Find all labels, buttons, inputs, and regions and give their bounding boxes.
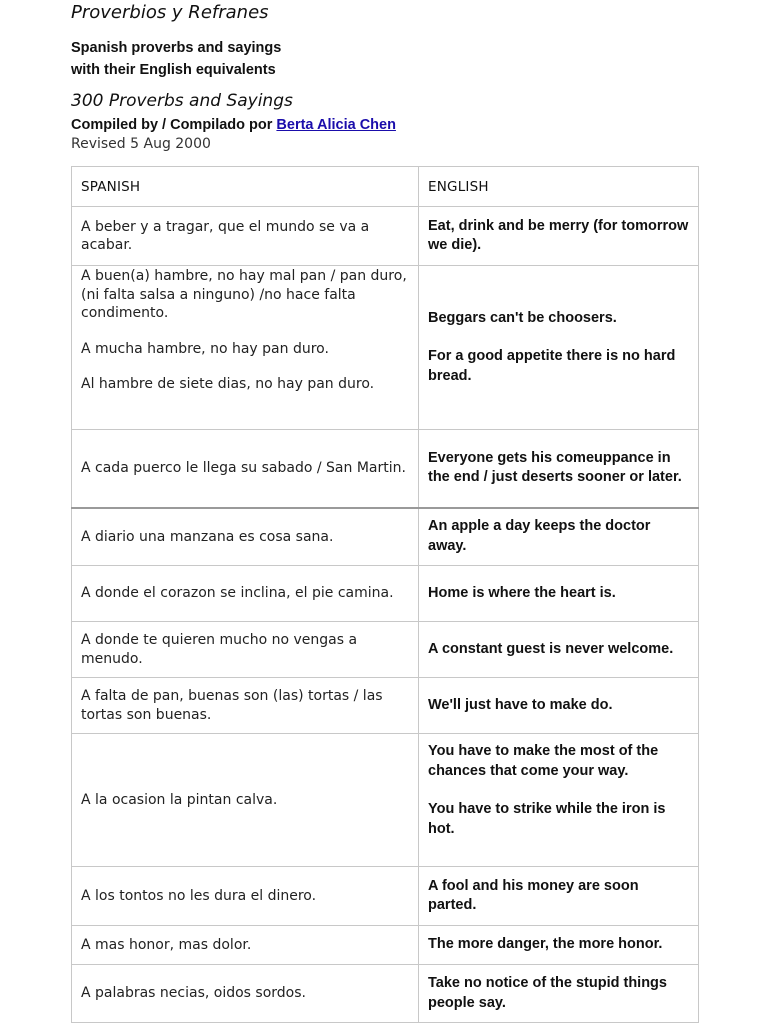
english-text: Everyone gets his comeuppance in the end / just deserts sooner or later.	[428, 449, 682, 486]
spanish-cell	[72, 622, 419, 678]
english-cell	[419, 430, 699, 508]
spanish-text: A diario una manzana es cosa sana.	[81, 528, 334, 545]
spanish-cell	[72, 867, 419, 926]
spanish-cell	[72, 508, 419, 566]
table-header-row	[72, 167, 699, 207]
spanish-cell	[72, 266, 419, 430]
english-text: A fool and his money are soon parted.	[428, 877, 639, 913]
table-row	[72, 678, 699, 734]
proverbs-table	[71, 166, 699, 1023]
spanish-text: A donde te quieren mucho no vengas a menudo.	[81, 632, 358, 667]
english-text: For a good appetite there is no hard bread.	[428, 348, 676, 384]
spanish-text: A mucha hambre, no hay pan duro.	[81, 340, 329, 357]
spanish-text: A la ocasion la pintan calva.	[81, 791, 278, 808]
english-text: An apple a day keeps the doctor away.	[428, 518, 651, 554]
table-row	[72, 566, 699, 622]
table-row	[72, 867, 699, 926]
column-header-spanish: SPANISH	[72, 167, 419, 207]
english-cell	[419, 207, 699, 266]
spanish-text: A los tontos no les dura el dinero.	[81, 887, 317, 904]
spanish-cell	[72, 430, 419, 508]
page-title: Proverbios y Refranes	[71, 2, 269, 23]
spanish-cell	[72, 926, 419, 965]
table-row	[72, 926, 699, 965]
page-subtitle	[71, 37, 281, 81]
english-text: Beggars can't be choosers.	[428, 309, 617, 326]
column-header-english: ENGLISH	[419, 167, 699, 207]
table-row	[72, 965, 699, 1023]
english-text: Take no notice of the stupid things people say.	[428, 975, 667, 1011]
compiled-by-line	[71, 116, 396, 134]
spanish-cell	[72, 965, 419, 1023]
spanish-text: A beber y a tragar, que el mundo se va a acabar.	[81, 218, 370, 253]
spanish-text: A mas honor, mas dolor.	[81, 936, 252, 953]
english-text: A constant guest is never welcome.	[428, 640, 674, 657]
english-cell	[419, 965, 699, 1023]
english-text: Eat, drink and be merry (for tomorrow we die).	[428, 217, 689, 253]
english-text: We'll just have to make do.	[428, 696, 613, 713]
english-cell	[419, 678, 699, 734]
table-row	[72, 734, 699, 867]
table-row	[72, 430, 699, 508]
table-row	[72, 266, 699, 430]
spanish-text: Al hambre de siete dias, no hay pan duro.	[81, 376, 375, 393]
english-text: The more danger, the more honor.	[428, 936, 663, 953]
english-text: You have to make the most of the chances that come your way.	[428, 743, 659, 779]
spanish-text: A palabras necias, oidos sordos.	[81, 985, 306, 1002]
english-cell	[419, 734, 699, 867]
revised-date: Revised 5 Aug 2000	[71, 136, 211, 152]
english-cell	[419, 508, 699, 566]
author-link[interactable]: Berta Alicia Chen	[276, 117, 396, 133]
spanish-text: A cada puerco le llega su sabado / San Martin.	[81, 460, 406, 476]
compiled-by-label: Compiled by / Compilado por	[71, 117, 277, 133]
spanish-text: A falta de pan, buenas son (las) tortas / las tortas son buenas.	[81, 688, 383, 723]
spanish-cell	[72, 566, 419, 622]
section-heading: 300 Proverbs and Sayings	[71, 91, 293, 111]
spanish-text: A donde el corazon se inclina, el pie camina.	[81, 585, 394, 602]
spanish-cell	[72, 734, 419, 867]
english-cell	[419, 266, 699, 430]
table-row	[72, 207, 699, 266]
subtitle-line-2: with their English equivalents	[71, 62, 276, 78]
subtitle-line-1: Spanish proverbs and sayings	[71, 40, 282, 56]
english-cell	[419, 867, 699, 926]
english-cell	[419, 926, 699, 965]
spanish-cell	[72, 207, 419, 266]
english-cell	[419, 622, 699, 678]
table-row	[72, 508, 699, 566]
spanish-cell	[72, 678, 419, 734]
english-text: Home is where the heart is.	[428, 584, 616, 601]
table-row	[72, 622, 699, 678]
english-cell	[419, 566, 699, 622]
spanish-text: A buen(a) hambre, no hay mal pan / pan duro, (ni falta salsa a ninguno) /no hace falta condimento.	[81, 268, 407, 322]
english-text: You have to strike while the iron is hot.	[428, 801, 666, 837]
